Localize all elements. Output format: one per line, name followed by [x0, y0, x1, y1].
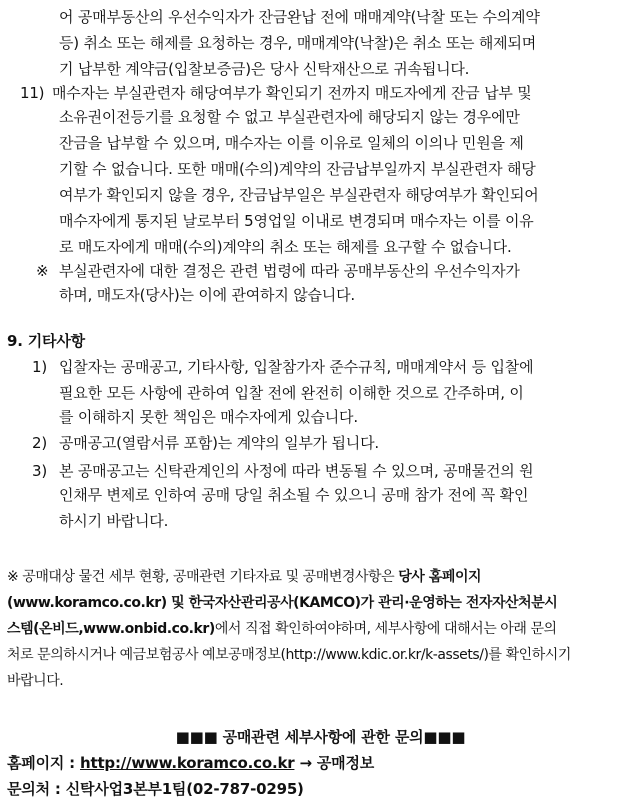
paragraph-line: 매수자에게 통지된 날로부터 5영업일 이내로 변경되며 매수자는 이를 이유 — [59, 212, 534, 230]
footnote-bold-text: 스템(온비드,www.onbid.co.kr) — [7, 621, 215, 637]
paragraph-line: 본 공매공고는 신탁관계인의 사정에 따라 변동될 수 있으며, 공매물건의 원 — [59, 462, 534, 480]
paragraph-line: 매수자는 부실관련자 해당여부가 확인되기 전까지 매도자에게 잔금 납부 및 — [52, 84, 532, 102]
section-title: 9. 기타사항 — [7, 332, 85, 350]
paragraph-line: 필요한 모든 사항에 관하여 입찰 전에 완전히 이해한 것으로 간주하며, 이 — [59, 384, 524, 402]
footnote-line — [7, 617, 557, 641]
paragraph-line: 공매공고(열람서류 포함)는 계약의 일부가 됩니다. — [59, 434, 379, 452]
arrow-icon: → — [294, 754, 317, 772]
homepage-line — [7, 751, 374, 775]
paragraph-line: 기 납부한 계약금(입찰보증금)은 당사 신탁재산으로 귀속됩니다. — [59, 60, 470, 78]
paragraph-line: 를 이해하지 못한 책임은 매수자에게 있습니다. — [59, 408, 358, 426]
footnote-text: ※ 공매대상 물건 세부 현황, 공매관련 기타자료 및 공매변경사항은 — [7, 569, 399, 585]
paragraph-line: 여부가 확인되지 않을 경우, 잔금납부일은 부실관련자 해당여부가 확인되어 — [59, 186, 539, 204]
note-line: 부실관련자에 대한 결정은 관련 법령에 따라 공매부동산의 우선수익자가 — [59, 262, 520, 280]
homepage-label: 홈페이지 : — [7, 754, 81, 772]
paragraph-line: 로 매도자에게 매매(수의)계약의 취소 또는 해제를 요구할 수 없습니다. — [59, 238, 512, 256]
contact-title: ■■■ 공매관련 세부사항에 관한 문의■■■ — [175, 728, 466, 746]
homepage-link[interactable]: http://www.koramco.co.kr — [80, 754, 295, 772]
paragraph-line: 기할 수 없습니다. 또한 매매(수의)계약의 잔금납부일까지 부실관련자 해당 — [59, 160, 536, 178]
note-line: 하며, 매도자(당사)는 이에 관여하지 않습니다. — [59, 286, 355, 304]
footnote-bold-text: 당사 홈페이지 — [398, 569, 482, 585]
paragraph-line: 소유권이전등기를 요청할 수 없고 부실관련자에 해당되지 않는 경우에만 — [59, 108, 520, 126]
item-number: 2) — [32, 434, 47, 452]
paragraph-line: 입찰자는 공매공고, 기타사항, 입찰참가자 준수규칙, 매매계약서 등 입찰에 — [59, 358, 534, 376]
footnote-line: 바랍니다. — [7, 673, 64, 689]
inquiry-line: 문의처 : 신탁사업3본부1팀(02-787-0295) — [7, 780, 304, 798]
paragraph-line: 하시기 바랍니다. — [59, 512, 169, 530]
homepage-target: 공매정보 — [316, 754, 375, 772]
paragraph-line: 등) 취소 또는 해제를 요청하는 경우, 매매계약(낙찰)은 취소 또는 해제되며 — [59, 34, 537, 52]
item-number: 11) — [20, 84, 45, 102]
note-mark: ※ — [36, 262, 49, 280]
item-number: 1) — [32, 358, 47, 376]
item-number: 3) — [32, 462, 47, 480]
footnote-line: 처로 문의하시거나 예금보험공사 예보공매정보(http://www.kdic.or.kr/k-assets/)를 확인하시기 — [7, 647, 571, 663]
paragraph-line: 잔금을 납부할 수 있으며, 매수자는 이를 이유로 일체의 이의나 민원을 제 — [59, 134, 524, 152]
paragraph-line: 인채무 변제로 인하여 공매 당일 취소될 수 있으니 공매 참가 전에 꼭 확인 — [59, 486, 529, 504]
footnote-line: (www.koramco.co.kr) 및 한국자산관리공사(KAMCO)가 관리·운영하는 전자자산처분시 — [7, 595, 558, 611]
paragraph-line: 어 공매부동산의 우선수익자가 잔금완납 전에 매매계약(낙찰 또는 수의계약 — [59, 8, 540, 26]
footnote-line — [7, 565, 481, 589]
footnote-text: 에서 직접 확인하여야하며, 세부사항에 대해서는 아래 문의 — [214, 621, 557, 637]
